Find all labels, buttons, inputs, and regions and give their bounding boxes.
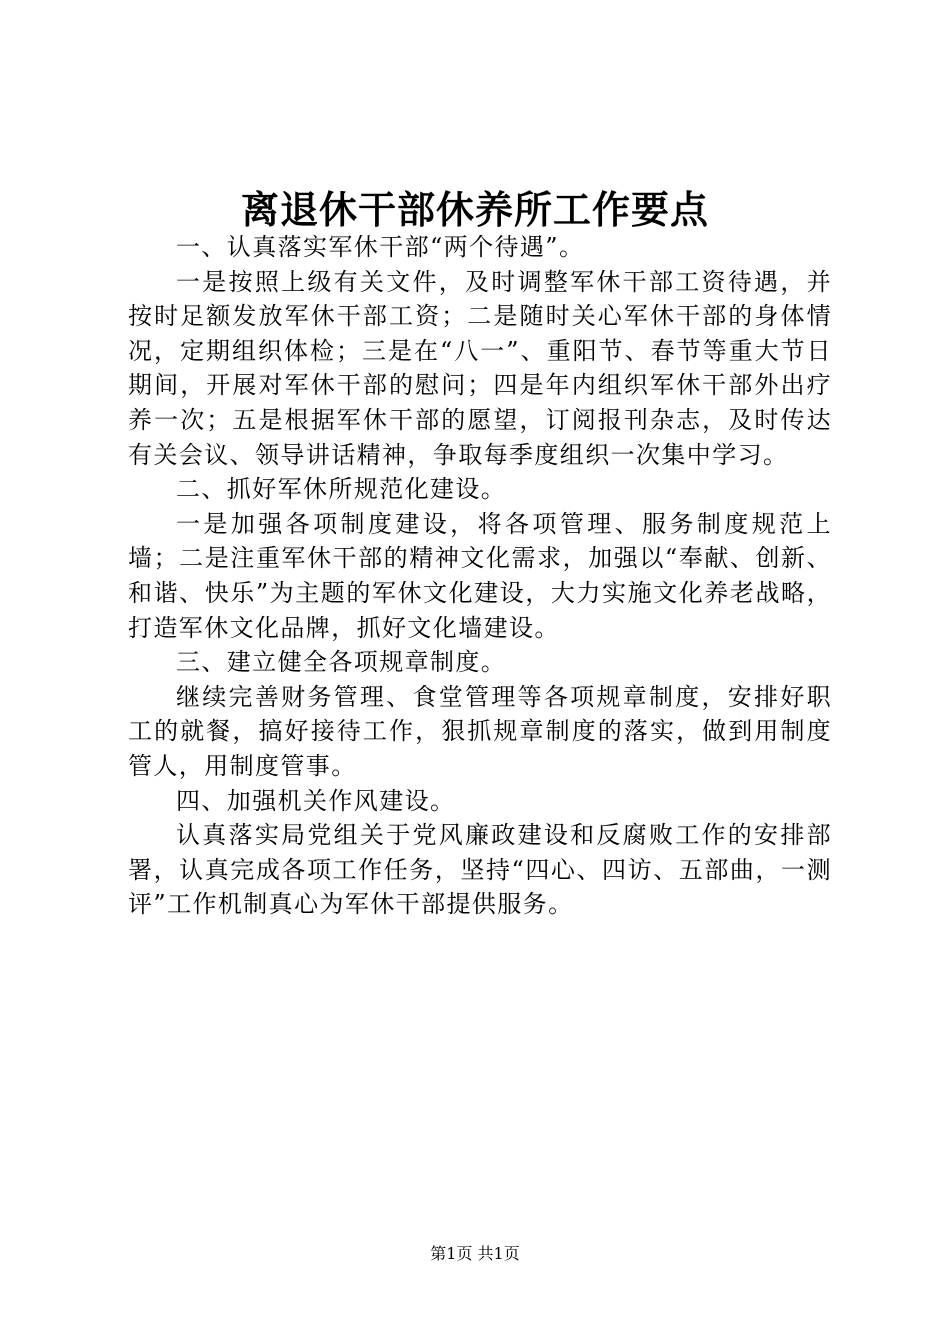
document-title: 离退休干部休养所工作要点 [240,187,709,232]
section-paragraph-2: 一是加强各项制度建设，将各项管理、服务制度规范上墙；二是注重军休干部的精神文化需求，加强以“奉献、创新、和谐、快乐”为主题的军休文化建设，大力实施文化养老战略，打造军休文化品牌，抓好文化墙建设。 [128,509,832,642]
section-paragraph-3: 继续完善财务管理、食堂管理等各项规章制度，安排好职工的就餐，搞好接待工作，狠抓规章制度的落实，做到用制度管人，用制度管事。 [128,682,832,780]
page-number-footer: 第1页 共1页 [430,1244,520,1263]
section-heading-2: 二、抓好军休所规范化建设。 [176,475,507,504]
section-paragraph-4: 认真落实局党组关于党风廉政建设和反腐败工作的安排部署，认真完成各项工作任务，坚持“四心、四访、五部曲，一测评”工作机制真心为军休干部提供服务。 [128,821,832,919]
section-heading-3: 三、建立健全各项规章制度。 [176,648,507,677]
section-heading-4: 四、加强机关作风建设。 [176,786,456,815]
document-body [128,230,832,922]
section-heading-1: 一、认真落实军休干部“两个待遇”。 [176,233,585,261]
section-paragraph-1: 一是按照上级有关文件，及时调整军休干部工资待遇，并按时足额发放军休干部工资；二是随时关心军休干部的身体情况，定期组织体检；三是在“八一”、重阳节、春节等重大节日期间，开展对军休干部的慰问；四是年内组织军休干部外出疗养一次；五是根据军休干部的愿望，订阅报刊杂志，及时传达有关会议、领导讲话精神，争取每季度组织一次集中学习。 [128,267,832,469]
